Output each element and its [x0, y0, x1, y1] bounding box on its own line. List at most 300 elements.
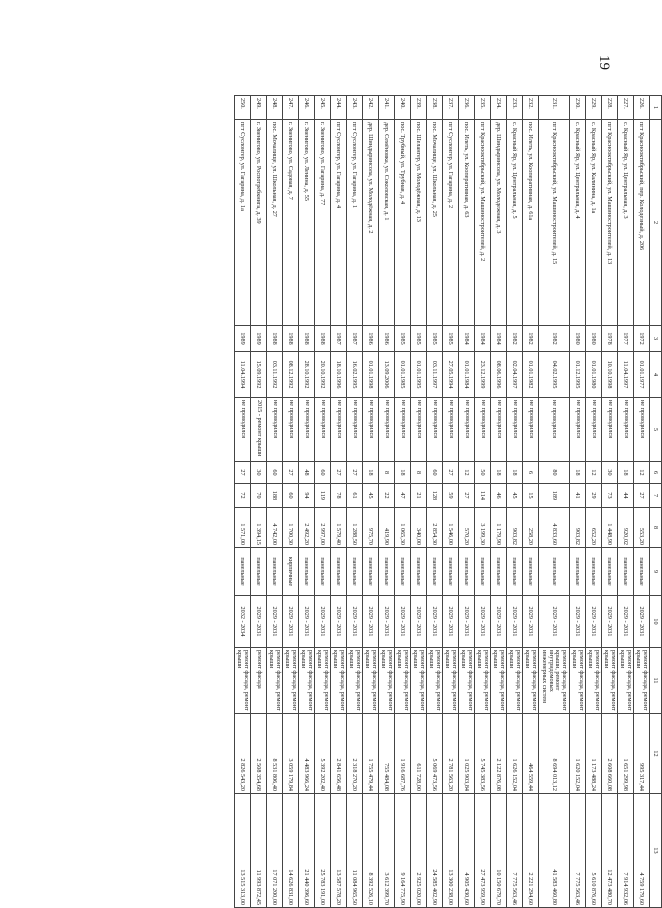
table-row: [586, 96, 602, 908]
table-cell-col-10: 2029 - 2031: [427, 596, 443, 648]
table-cell-col-4: 08.12.1992: [283, 352, 299, 398]
table-cell-col-3: 1982: [539, 326, 570, 352]
table-cell-col-5: не проводился: [491, 398, 507, 462]
table-cell-col-3: 1982: [507, 326, 523, 352]
table-cell-col-12: 2 781 563,20: [443, 714, 459, 794]
table-cell-col-1: 245.: [315, 96, 331, 120]
table-cell-col-7: 59: [443, 484, 459, 508]
table-cell-col-3: 1985: [427, 326, 443, 352]
table-cell-col-7: 70: [251, 484, 267, 508]
table-cell-col-3: 1989: [235, 326, 251, 352]
table-cell-col-10: 2029 - 2031: [251, 596, 267, 648]
table-cell-col-12: 1 626 152,04: [507, 714, 523, 794]
table-cell-col-9: панельные: [507, 548, 523, 596]
table-cell-col-7: 128: [427, 484, 443, 508]
table-cell-col-5: не проводился: [235, 398, 251, 462]
table-cell-col-12: 611 728,00: [411, 714, 427, 794]
table-cell-col-12: 1 651 299,98: [618, 714, 634, 794]
table-row: [315, 96, 331, 908]
table-cell-col-11: ремонт фасада, ремонт крыши: [235, 648, 251, 714]
table-cell-col-8: 975,70: [363, 508, 379, 548]
table-cell-col-3: 1978: [602, 326, 618, 352]
table-cell-col-8: 1 571,00: [235, 508, 251, 548]
table-cell-col-3: 1985: [395, 326, 411, 352]
table-cell-col-12: 8 694 013,12: [539, 714, 570, 794]
table-cell-col-4: 23.12.1999: [475, 352, 491, 398]
table-cell-col-7: 45: [363, 484, 379, 508]
table-cell-col-9: панельные: [267, 548, 283, 596]
table-cell-col-9: панельные: [347, 548, 363, 596]
table-cell-col-1: 234.: [491, 96, 507, 120]
column-number-row: [650, 96, 662, 908]
table-cell-col-6: 12: [634, 462, 650, 484]
column-header-7: 7: [650, 484, 662, 508]
table-cell-col-9: панельные: [379, 548, 395, 596]
table-cell-col-6: 27: [235, 462, 251, 484]
table-cell-col-4: 03.11.1997: [427, 352, 443, 398]
table-cell-col-8: 1 179,90: [491, 508, 507, 548]
table-cell-col-1: 238.: [427, 96, 443, 120]
table-cell-col-4: 28.10.1992: [299, 352, 315, 398]
table-cell-col-8: 3 199,30: [475, 508, 491, 548]
table-cell-col-2: дер. Семёновка, ул. Соколовская, д. 1: [379, 120, 395, 326]
table-cell-col-11: ремонт фасада, ремонт крыши: [379, 648, 395, 714]
table-cell-col-5: не проводился: [602, 398, 618, 462]
table-cell-col-4: 27.05.1994: [443, 352, 459, 398]
table-cell-col-9: панельные: [539, 548, 570, 596]
table-cell-col-4: 11.04.1994: [235, 352, 251, 398]
table-cell-col-2: пос. Илеть, ул. Кооперативная, д. 63: [459, 120, 475, 326]
table-cell-col-5: не проводился: [267, 398, 283, 462]
table-cell-col-2: дер. Шиндыринсола, ул. Молодежная, д. 3: [491, 120, 507, 326]
table-cell-col-4: 01.01.1995: [411, 352, 427, 398]
table-cell-col-13: 3 612 399,70: [379, 794, 395, 908]
table-cell-col-3: 1988: [299, 326, 315, 352]
table-cell-col-5: не проводился: [283, 398, 299, 462]
table-cell-col-6: 12: [459, 462, 475, 484]
table-cell-col-8: 1 394,15: [251, 508, 267, 548]
table-row: [283, 96, 299, 908]
table-cell-col-9: кирпичные: [283, 548, 299, 596]
table-cell-col-7: 44: [618, 484, 634, 508]
table-cell-col-1: 236.: [459, 96, 475, 120]
table-cell-col-8: 340,00: [411, 508, 427, 548]
table-cell-col-9: панельные: [459, 548, 475, 596]
table-row: [475, 96, 491, 908]
table-cell-col-9: панельные: [315, 548, 331, 596]
table-cell-col-1: 242.: [363, 96, 379, 120]
table-cell-col-3: 1984: [475, 326, 491, 352]
table-cell-col-8: 1 065,30: [395, 508, 411, 548]
table-cell-col-4: 11.04.1997: [618, 352, 634, 398]
table-cell-col-2: г. Звенигово, ул. Садовая, д. 7: [283, 120, 299, 326]
table-cell-col-8: 2 997,00: [315, 508, 331, 548]
table-cell-col-6: 60: [267, 462, 283, 484]
table-cell-col-13: 11 993 872,45: [251, 794, 267, 908]
table-cell-col-7: 21: [411, 484, 427, 508]
table-cell-col-13: 11 084 965,50: [347, 794, 363, 908]
table-cell-col-4: 01.01.1977: [634, 352, 650, 398]
table-cell-col-2: пгт Краснооктябрьский, ул. Машиностроителей, д. 2: [475, 120, 491, 326]
table-cell-col-8: 652,20: [586, 508, 602, 548]
table-cell-col-4: 15.09.1992: [251, 352, 267, 398]
table-cell-col-12: 1 173 488,24: [586, 714, 602, 794]
table-cell-col-7: 72: [235, 484, 251, 508]
table-cell-col-4: 04.02.1995: [539, 352, 570, 398]
table-cell-col-5: не проводился: [459, 398, 475, 462]
table-row: [379, 96, 395, 908]
table-cell-col-7: 61: [347, 484, 363, 508]
table-cell-col-1: 226.: [634, 96, 650, 120]
table-cell-col-10: 2029 - 2031: [379, 596, 395, 648]
table-cell-col-4: 10.10.1998: [602, 352, 618, 398]
column-header-9: 9: [650, 548, 662, 596]
table-row: [395, 96, 411, 908]
table-cell-col-1: 243.: [347, 96, 363, 120]
table-cell-col-4: 01.01.1985: [395, 352, 411, 398]
table-cell-col-5: не проводился: [475, 398, 491, 462]
table-cell-col-7: 46: [491, 484, 507, 508]
table-row: [427, 96, 443, 908]
table-cell-col-6: 30: [251, 462, 267, 484]
table-row: [347, 96, 363, 908]
table-cell-col-3: 1985: [411, 326, 427, 352]
table-cell-col-7: 45: [507, 484, 523, 508]
table-cell-col-4: 20.10.1992: [315, 352, 331, 398]
table-cell-col-9: панельные: [491, 548, 507, 596]
table-cell-col-4: 03.11.1992: [267, 352, 283, 398]
table-cell-col-13: 25 783 191,00: [315, 794, 331, 908]
table-cell-col-5: не проводился: [570, 398, 586, 462]
table-cell-col-10: 2029 - 2031: [618, 596, 634, 648]
table-cell-col-1: 232.: [523, 96, 539, 120]
table-cell-col-13: 7 775 563,46: [570, 794, 586, 908]
table-cell-col-2: дер. Шиндыринсола, ул. Молодёжная, д. 2: [363, 120, 379, 326]
table-cell-col-2: г. Звенигово, ул. Ленина, д. 55: [299, 120, 315, 326]
table-body: [235, 96, 650, 908]
table-cell-col-1: 249.: [251, 96, 267, 120]
table-cell-col-1: 246.: [299, 96, 315, 120]
table-cell-col-6: 18: [570, 462, 586, 484]
table-cell-col-12: 1 755 479,44: [363, 714, 379, 794]
table-row: [267, 96, 283, 908]
table-cell-col-6: 27: [443, 462, 459, 484]
table-cell-col-4: 01.01.1984: [459, 352, 475, 398]
table-row: [331, 96, 347, 908]
table-cell-col-12: 5 392 202,40: [315, 714, 331, 794]
table-cell-col-1: 227.: [618, 96, 634, 120]
table-cell-col-13: 13 587 578,20: [331, 794, 347, 908]
table-cell-col-7: 22: [379, 484, 395, 508]
table-cell-col-7: 41: [570, 484, 586, 508]
table-cell-col-12: 464 559,44: [523, 714, 539, 794]
table-cell-col-12: 3 059 179,84: [283, 714, 299, 794]
table-cell-col-2: с. Красный Яр, ул. Центральная, д. 3: [618, 120, 634, 326]
table-cell-col-3: 1984: [491, 326, 507, 352]
table-cell-col-5: не проводился: [539, 398, 570, 462]
column-header-2: 2: [650, 120, 662, 326]
table-cell-col-12: 2 318 270,20: [347, 714, 363, 794]
table-cell-col-6: 18: [618, 462, 634, 484]
table-cell-col-5: не проводился: [331, 398, 347, 462]
table-cell-col-13: 14 626 831,00: [283, 794, 299, 908]
table-cell-col-5: не проводился: [443, 398, 459, 462]
table-cell-col-6: 18: [363, 462, 379, 484]
table-cell-col-9: панельные: [331, 548, 347, 596]
table-cell-col-8: 1 579,40: [331, 508, 347, 548]
table-cell-col-6: 60: [427, 462, 443, 484]
table-cell-col-13: 10 150 679,70: [491, 794, 507, 908]
table-cell-col-5: не проводился: [411, 398, 427, 462]
table-row: [411, 96, 427, 908]
table-cell-col-7: 94: [299, 484, 315, 508]
table-cell-col-5: не проводился: [586, 398, 602, 462]
table-cell-col-10: 2029 - 2031: [299, 596, 315, 648]
table-cell-col-9: панельные: [411, 548, 427, 596]
table-cell-col-10: 2029 - 2031: [459, 596, 475, 648]
table-cell-col-5: не проводился: [379, 398, 395, 462]
column-header-10: 10: [650, 596, 662, 648]
table-cell-col-13: 17 071 200,00: [267, 794, 283, 908]
table-cell-col-2: пос. Шелангер, ул. Молодёжная, д. 13: [411, 120, 427, 326]
column-header-3: 3: [650, 326, 662, 352]
table-cell-col-3: 1977: [618, 326, 634, 352]
table-cell-col-9: панельные: [570, 548, 586, 596]
table-cell-col-13: 12 473 480,70: [602, 794, 618, 908]
table-cell-col-7: 29: [586, 484, 602, 508]
table-cell-col-2: с. Красный Яр, ул. Центральная, д. 5: [507, 120, 523, 326]
table-cell-col-5: не проводился: [427, 398, 443, 462]
column-header-5: 5: [650, 398, 662, 462]
table-cell-col-2: с. Красный Яр, ул. Центральная, д. 4: [570, 120, 586, 326]
table-row: [618, 96, 634, 908]
table-cell-col-11: ремонт фасада, ремонт крыши: [347, 648, 363, 714]
table-cell-col-2: пгт Краснооктябрьский, пер. Колодезный, д. 206: [634, 120, 650, 326]
table-cell-col-3: 1987: [347, 326, 363, 352]
table-cell-col-13: 2 925 020,00: [411, 794, 427, 908]
table-cell-col-7: 189: [539, 484, 570, 508]
column-header-8: 8: [650, 508, 662, 548]
column-header-1: 1: [650, 96, 662, 120]
table-cell-col-1: 231.: [539, 96, 570, 120]
table-cell-col-12: 2 826 543,20: [235, 714, 251, 794]
table-cell-col-2: пос. Мочалище, ул. Школьная, д. 25: [427, 120, 443, 326]
table-cell-col-7: 60: [283, 484, 299, 508]
table-cell-col-9: панельные: [251, 548, 267, 596]
table-cell-col-3: 1986: [363, 326, 379, 352]
table-cell-col-4: 18.10.1996: [331, 352, 347, 398]
column-header-6: 6: [650, 462, 662, 484]
table-cell-col-10: 2029 - 2031: [363, 596, 379, 648]
table-cell-col-10: 2029 - 2031: [586, 596, 602, 648]
column-header-4: 4: [650, 352, 662, 398]
table-cell-col-4: 01.01.1998: [363, 352, 379, 398]
table-row: [491, 96, 507, 908]
table-cell-col-11: ремонт фасада, ремонт крыши: [570, 648, 586, 714]
table-cell-col-7: 47: [395, 484, 411, 508]
table-cell-col-13: 9 164 775,90: [395, 794, 411, 908]
table-cell-col-7: 27: [634, 484, 650, 508]
table-cell-col-11: ремонт фасада, ремонт крыши: [395, 648, 411, 714]
table-cell-col-7: 27: [459, 484, 475, 508]
table-cell-col-5: 2015 - ремонт крыши: [251, 398, 267, 462]
table-cell-col-8: 258,20: [523, 508, 539, 548]
table-cell-col-4: 01.12.1995: [570, 352, 586, 398]
table-cell-col-12: 1 025 903,84: [459, 714, 475, 794]
table-cell-col-12: 995 317,44: [634, 714, 650, 794]
table-cell-col-11: ремонт фасада, ремонт крыши: [315, 648, 331, 714]
table-cell-col-3: 1988: [283, 326, 299, 352]
table-cell-col-9: панельные: [586, 548, 602, 596]
table-cell-col-11: ремонт фасада, ремонт крыши: [443, 648, 459, 714]
table-cell-col-6: 6: [523, 462, 539, 484]
table-row: [251, 96, 267, 908]
table-cell-col-2: пос. Мочалище, ул. Школьная, д. 27: [267, 120, 283, 326]
table-cell-col-12: 4 483 966,24: [299, 714, 315, 794]
table-cell-col-10: 2029 - 2031: [283, 596, 299, 648]
table-cell-col-7: 188: [267, 484, 283, 508]
table-cell-col-2: пос. Илеть, ул. Кооперативная, д. 61а: [523, 120, 539, 326]
table-cell-col-8: 920,02: [618, 508, 634, 548]
table-cell-col-1: 239.: [411, 96, 427, 120]
table-cell-col-3: 1989: [251, 326, 267, 352]
table-cell-col-12: 1 620 152,04: [570, 714, 586, 794]
table-cell-col-3: 1972: [634, 326, 650, 352]
table-cell-col-5: не проводился: [523, 398, 539, 462]
table-cell-col-10: 2029 - 2031: [315, 596, 331, 648]
table-cell-col-2: пос. Трубный, ул. Трубная, д. 4: [395, 120, 411, 326]
table-cell-col-13: 21 440 396,60: [299, 794, 315, 908]
table-cell-col-9: панельные: [602, 548, 618, 596]
table-cell-col-10: 2029 - 2031: [475, 596, 491, 648]
table-cell-col-1: 235.: [475, 96, 491, 120]
table-cell-col-8: 903,82: [507, 508, 523, 548]
table-cell-col-11: ремонт фасада, ремонт крыши: [634, 648, 650, 714]
table-cell-col-11: ремонт фасада, ремонт крыши: [523, 648, 539, 714]
table-cell-col-7: 114: [475, 484, 491, 508]
table-cell-col-2: пгт Суслонгер, ул. Гагарина, д. 1а: [235, 120, 251, 326]
table-cell-col-2: пгт Суслонгер, ул. Гагарина, д. 4: [331, 120, 347, 326]
table-cell-col-2: г. Звенигово, ул. Гагарина, д. 77: [315, 120, 331, 326]
table-cell-col-13: 13 515 313,00: [235, 794, 251, 908]
table-cell-col-11: ремонт фасада, ремонт крыши: [618, 648, 634, 714]
table-cell-col-13: 5 610 876,60: [586, 794, 602, 908]
table-cell-col-13: 41 583 460,80: [539, 794, 570, 908]
table-cell-col-8: 570,20: [459, 508, 475, 548]
table-cell-col-10: 2032 - 2034: [235, 596, 251, 648]
table-cell-col-4: 13.09.2006: [379, 352, 395, 398]
table-cell-col-10: 2029 - 2031: [267, 596, 283, 648]
table-cell-col-2: пгт Краснооктябрьский, ул. Машиностроителей, д. 15: [539, 120, 570, 326]
table-cell-col-8: 903,82: [570, 508, 586, 548]
table-row: [235, 96, 251, 908]
table-row: [602, 96, 618, 908]
table-cell-col-11: ремонт фасада: [251, 648, 267, 714]
table-cell-col-7: 119: [315, 484, 331, 508]
table-cell-col-9: панельные: [299, 548, 315, 596]
table-cell-col-9: панельные: [523, 548, 539, 596]
table-cell-col-6: 8: [411, 462, 427, 484]
table-cell-col-6: 18: [491, 462, 507, 484]
table-cell-col-13: 2 221 294,60: [523, 794, 539, 908]
table-cell-col-3: 1984: [459, 326, 475, 352]
table-cell-col-7: 78: [331, 484, 347, 508]
table-cell-col-5: не проводился: [315, 398, 331, 462]
table-cell-col-10: 2029 - 2031: [411, 596, 427, 648]
table-cell-col-1: 241.: [379, 96, 395, 120]
table-cell-col-8: 4 742,00: [267, 508, 283, 548]
table-row: [459, 96, 475, 908]
table-cell-col-9: панельные: [395, 548, 411, 596]
table-cell-col-7: 73: [602, 484, 618, 508]
table-cell-col-12: 8 531 806,40: [267, 714, 283, 794]
table-cell-col-12: 2 841 656,48: [331, 714, 347, 794]
table-cell-col-12: 5 745 383,56: [475, 714, 491, 794]
table-cell-col-11: ремонт фасада, ремонт крыши: [283, 648, 299, 714]
table-cell-col-3: 1982: [523, 326, 539, 352]
table-cell-col-8: 553,20: [634, 508, 650, 548]
table-cell-col-8: 4 833,60: [539, 508, 570, 548]
table-cell-col-11: ремонт фасада, ремонт крыши: [459, 648, 475, 714]
table-cell-col-9: панельные: [634, 548, 650, 596]
table-cell-col-2: г. Звенигово, ул. Роспотребкнига, д. 39: [251, 120, 267, 326]
table-cell-col-6: 8: [379, 462, 395, 484]
table-cell-col-13: 7 775 563,46: [507, 794, 523, 908]
table-row: [507, 96, 523, 908]
table-cell-col-6: 80: [539, 462, 570, 484]
table-cell-col-5: не проводился: [634, 398, 650, 462]
table-cell-col-1: 237.: [443, 96, 459, 120]
table-cell-col-3: 1980: [570, 326, 586, 352]
table-cell-col-13: 8 392 526,10: [363, 794, 379, 908]
table-cell-col-6: 18: [395, 462, 411, 484]
table-cell-col-5: не проводился: [507, 398, 523, 462]
table-cell-col-3: 1988: [267, 326, 283, 352]
table-cell-col-13: 24 585 402,90: [427, 794, 443, 908]
table-cell-col-4: 08.06.1996: [491, 352, 507, 398]
housing-repair-table: [234, 95, 662, 908]
table-cell-col-1: 228.: [602, 96, 618, 120]
table-cell-col-5: не проводился: [299, 398, 315, 462]
rotated-sheet: [102, 95, 662, 907]
table-cell-col-13: 27 473 959,90: [475, 794, 491, 908]
table-cell-col-5: не проводился: [618, 398, 634, 462]
table-cell-col-6: 48: [299, 462, 315, 484]
table-cell-col-12: 2 608 660,08: [602, 714, 618, 794]
table-cell-col-2: пгт Краснооктябрьский, ул. Машиностроителей, д. 13: [602, 120, 618, 326]
table-cell-col-8: 2 492,20: [299, 508, 315, 548]
table-cell-col-2: пгт Суслонгер, ул. Гагарина, д. 2: [443, 120, 459, 326]
table-cell-col-9: панельные: [618, 548, 634, 596]
table-cell-col-12: 2 508 354,68: [251, 714, 267, 794]
table-cell-col-5: не проводился: [395, 398, 411, 462]
table-cell-col-6: 27: [347, 462, 363, 484]
page-number: 19: [596, 55, 612, 70]
table-cell-col-8: 2 854,30: [427, 508, 443, 548]
table-cell-col-3: 1980: [586, 326, 602, 352]
table-cell-col-6: 50: [475, 462, 491, 484]
table-cell-col-1: 240.: [395, 96, 411, 120]
table-cell-col-7: 15: [523, 484, 539, 508]
table-cell-col-8: 1 448,90: [602, 508, 618, 548]
table-cell-col-11: ремонт фасада, ремонт крыши: [363, 648, 379, 714]
table-cell-col-1: 248.: [267, 96, 283, 120]
table-cell-col-1: 244.: [331, 96, 347, 120]
table-cell-col-4: 01.01.1982: [523, 352, 539, 398]
table-cell-col-4: 01.01.1980: [586, 352, 602, 398]
table-cell-col-10: 2029 - 2031: [331, 596, 347, 648]
table-cell-col-13: 13 300 238,00: [443, 794, 459, 908]
